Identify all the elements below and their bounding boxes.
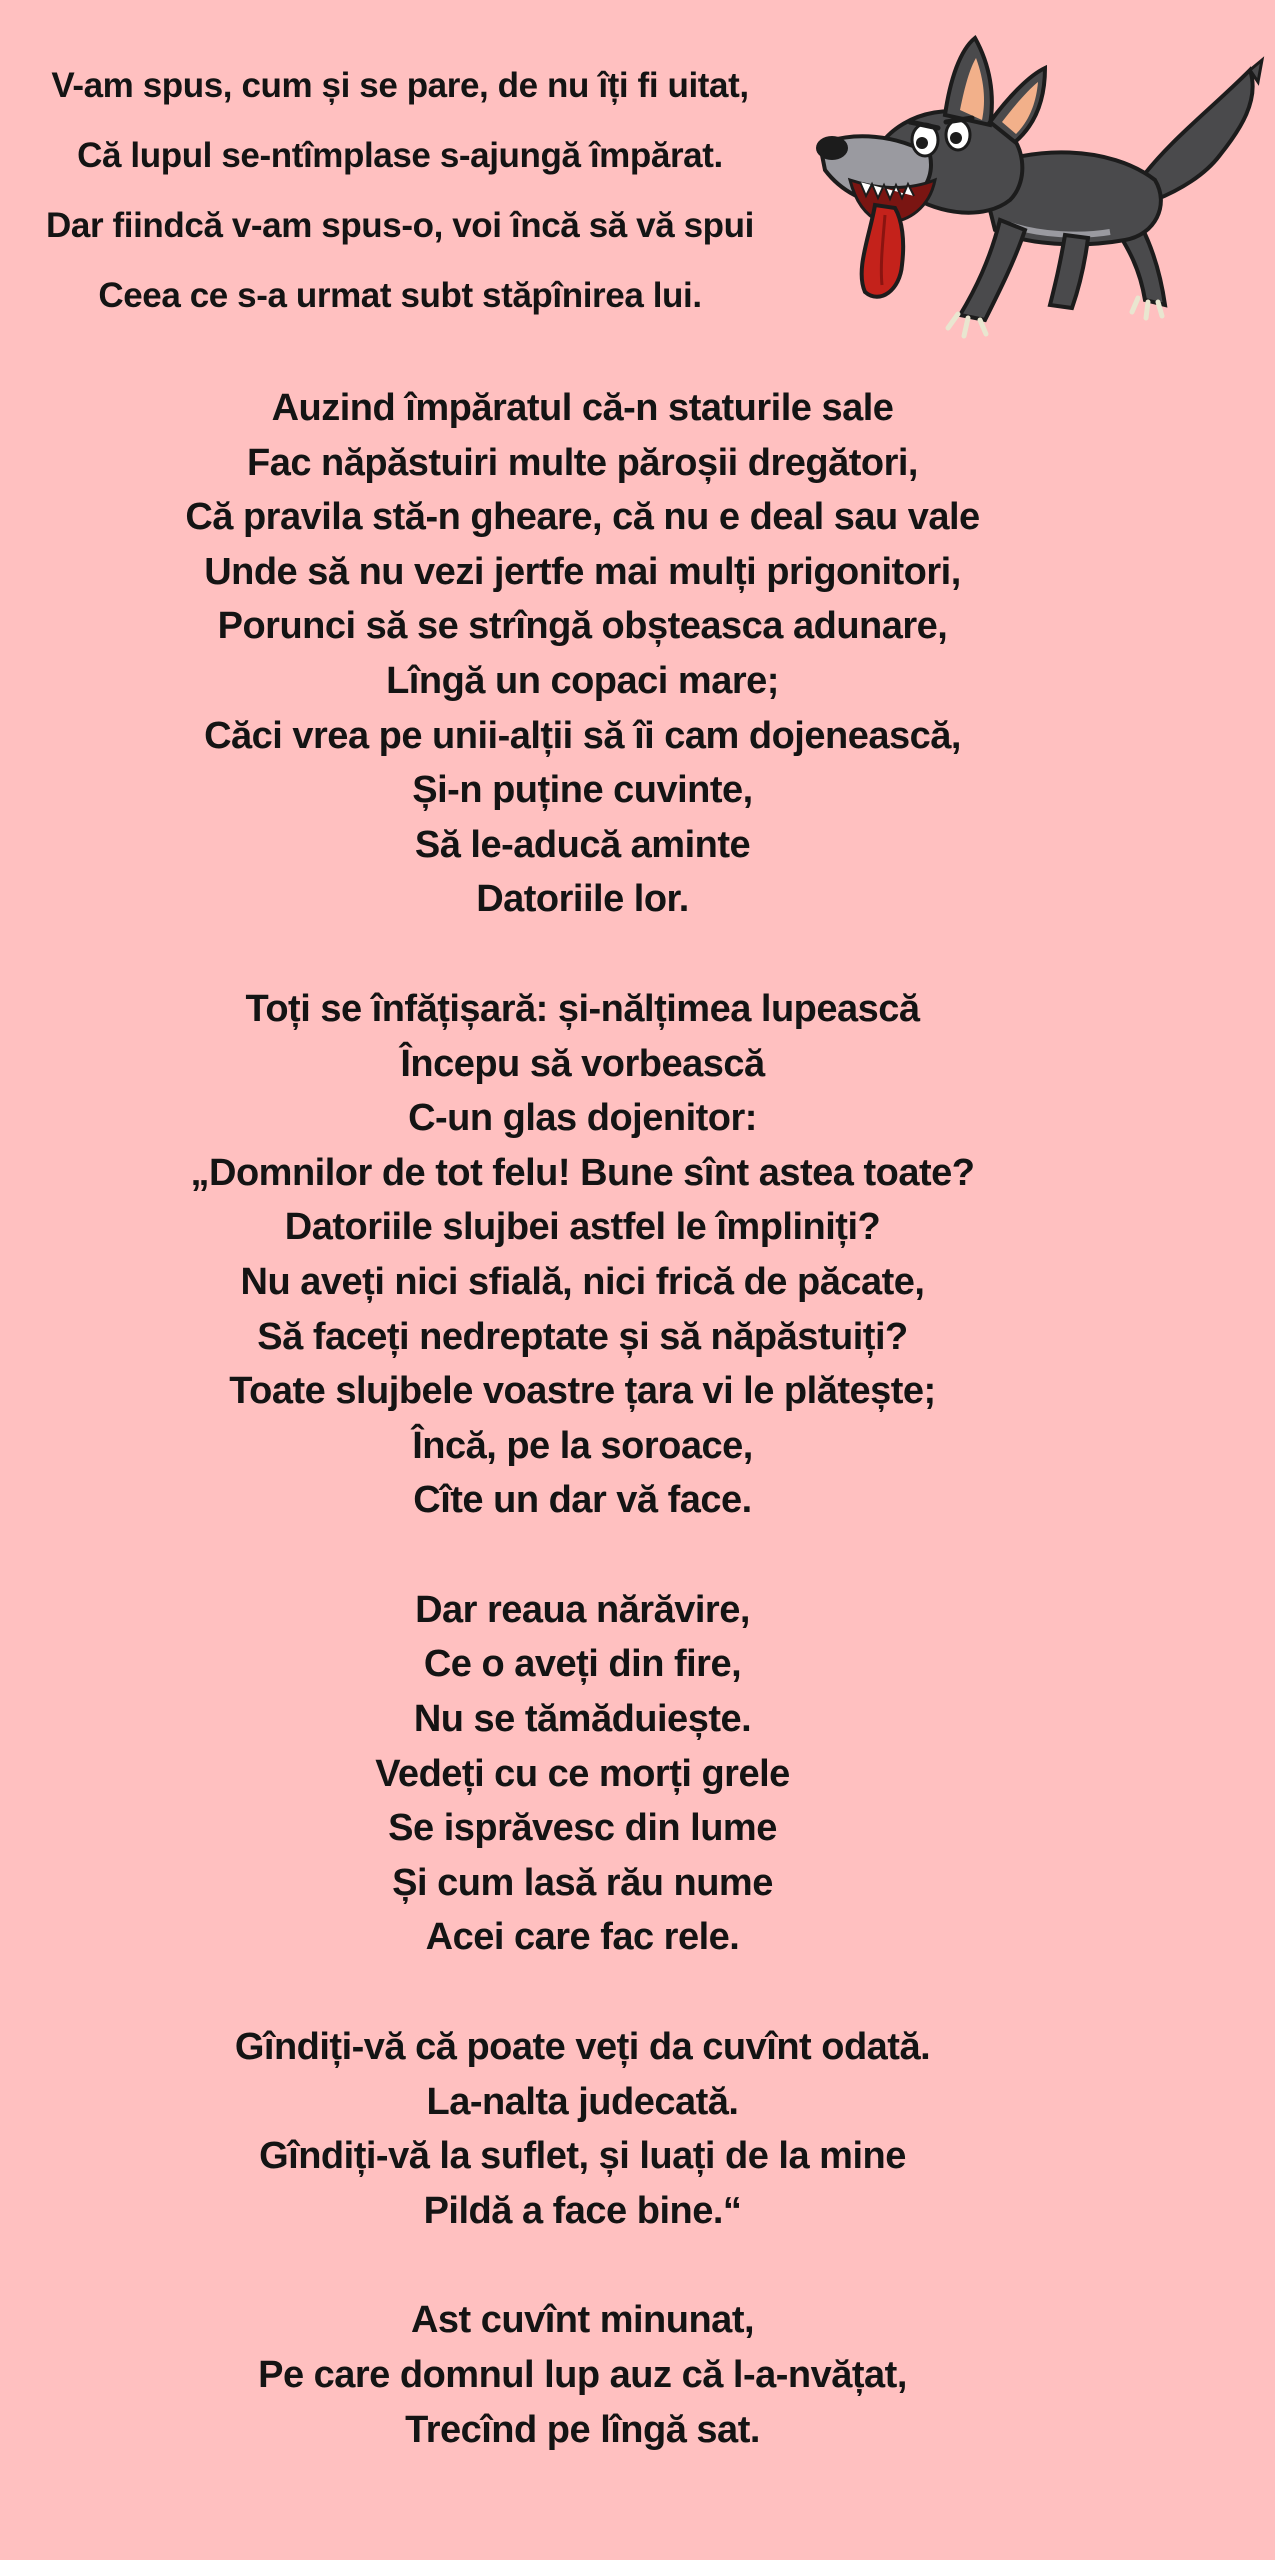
poem-line: Vedeți cu ce morți grele	[375, 1752, 790, 1795]
stanza-5	[0, 2293, 1165, 2457]
poem-body	[0, 381, 1165, 2512]
poem-line: Să le-aducă aminte	[414, 823, 751, 866]
intro-line: V-am spus, cum și se pare, de nu îți fi uitat,	[51, 66, 749, 105]
intro-line: Ceea ce s-a urmat subt stăpînirea lui.	[98, 276, 702, 315]
poem-line: Toate slujbele voastre țara vi le plătește;	[229, 1370, 936, 1413]
wolf-icon	[810, 30, 1265, 350]
poem-line: Să faceți nedreptate și să năpăstuiți?	[257, 1315, 908, 1358]
poem-line: Dar reaua nărăvire,	[415, 1588, 750, 1631]
poem-line: Datoriile slujbei astfel le împliniți?	[284, 1206, 881, 1249]
intro-line: Dar fiindcă v-am spus-o, voi încă să vă spui	[46, 206, 754, 245]
poem-line: Că pravila stă-n gheare, că nu e deal sau vale	[185, 496, 980, 539]
stanza-3	[0, 1583, 1165, 1965]
poem-line: Nu se tămăduiește.	[413, 1698, 752, 1741]
poem-line: Începu să vorbească	[400, 1042, 765, 1085]
poem-line: Porunci să se strîngă obșteasca adunare,	[217, 605, 948, 648]
stanza-4	[0, 2020, 1165, 2238]
poem-line: „Domnilor de tot felu! Bune sînt astea toate?	[190, 1151, 975, 1194]
poem-line: Căci vrea pe unii-alții să îi cam dojenească,	[204, 714, 961, 757]
poem-line: Ast cuvînt minunat,	[410, 2299, 755, 2342]
poem-line: Lîngă un copaci mare;	[386, 659, 779, 702]
poem-line: Se isprăvesc din lume	[388, 1807, 777, 1850]
poem-line: Acei care fac rele.	[425, 1916, 740, 1959]
poem-line: C-un glas dojenitor:	[408, 1097, 757, 1140]
stanza-1	[0, 381, 1165, 927]
poem-line: Gîndiți-vă că poate veți da cuvînt odată.	[234, 2026, 931, 2069]
poem-line: Unde să nu vezi jertfe mai mulți prigonitori,	[204, 550, 961, 593]
poem-line: Gîndiți-vă la suflet, și luați de la mine	[259, 2135, 906, 2178]
intro-line: Că lupul se-ntîmplase s-ajungă împărat.	[77, 136, 723, 175]
poem-line: Fac năpăstuiri multe păroșii dregători,	[247, 441, 918, 484]
poem-line: Pe care domnul lup auz că l-a-nvățat,	[258, 2354, 907, 2396]
poem-line: Încă, pe la soroace,	[412, 1424, 753, 1467]
poem-line: Datoriile lor.	[476, 878, 689, 921]
poem-line: La-nalta judecată.	[426, 2080, 739, 2123]
poem-line: Toți se înfățișară: și-nălțimea lupească	[245, 987, 920, 1030]
poem-line: Auzind împăratul că-n staturile sale	[271, 387, 894, 429]
poem-line: Pildă a face bine.“	[423, 2189, 742, 2232]
poem-line: Și cum lasă rău nume	[392, 1861, 773, 1904]
poem-line: Nu aveți nici sfială, nici frică de păcate,	[240, 1260, 925, 1303]
poem-line: Ce o aveți din fire,	[423, 1643, 742, 1686]
poem-line: Și-n puține cuvinte,	[412, 769, 753, 812]
stanza-2	[0, 982, 1165, 1528]
poem-line: Cîte un dar vă face.	[413, 1479, 752, 1522]
poem-line: Trecînd pe lîngă sat.	[405, 2408, 760, 2451]
